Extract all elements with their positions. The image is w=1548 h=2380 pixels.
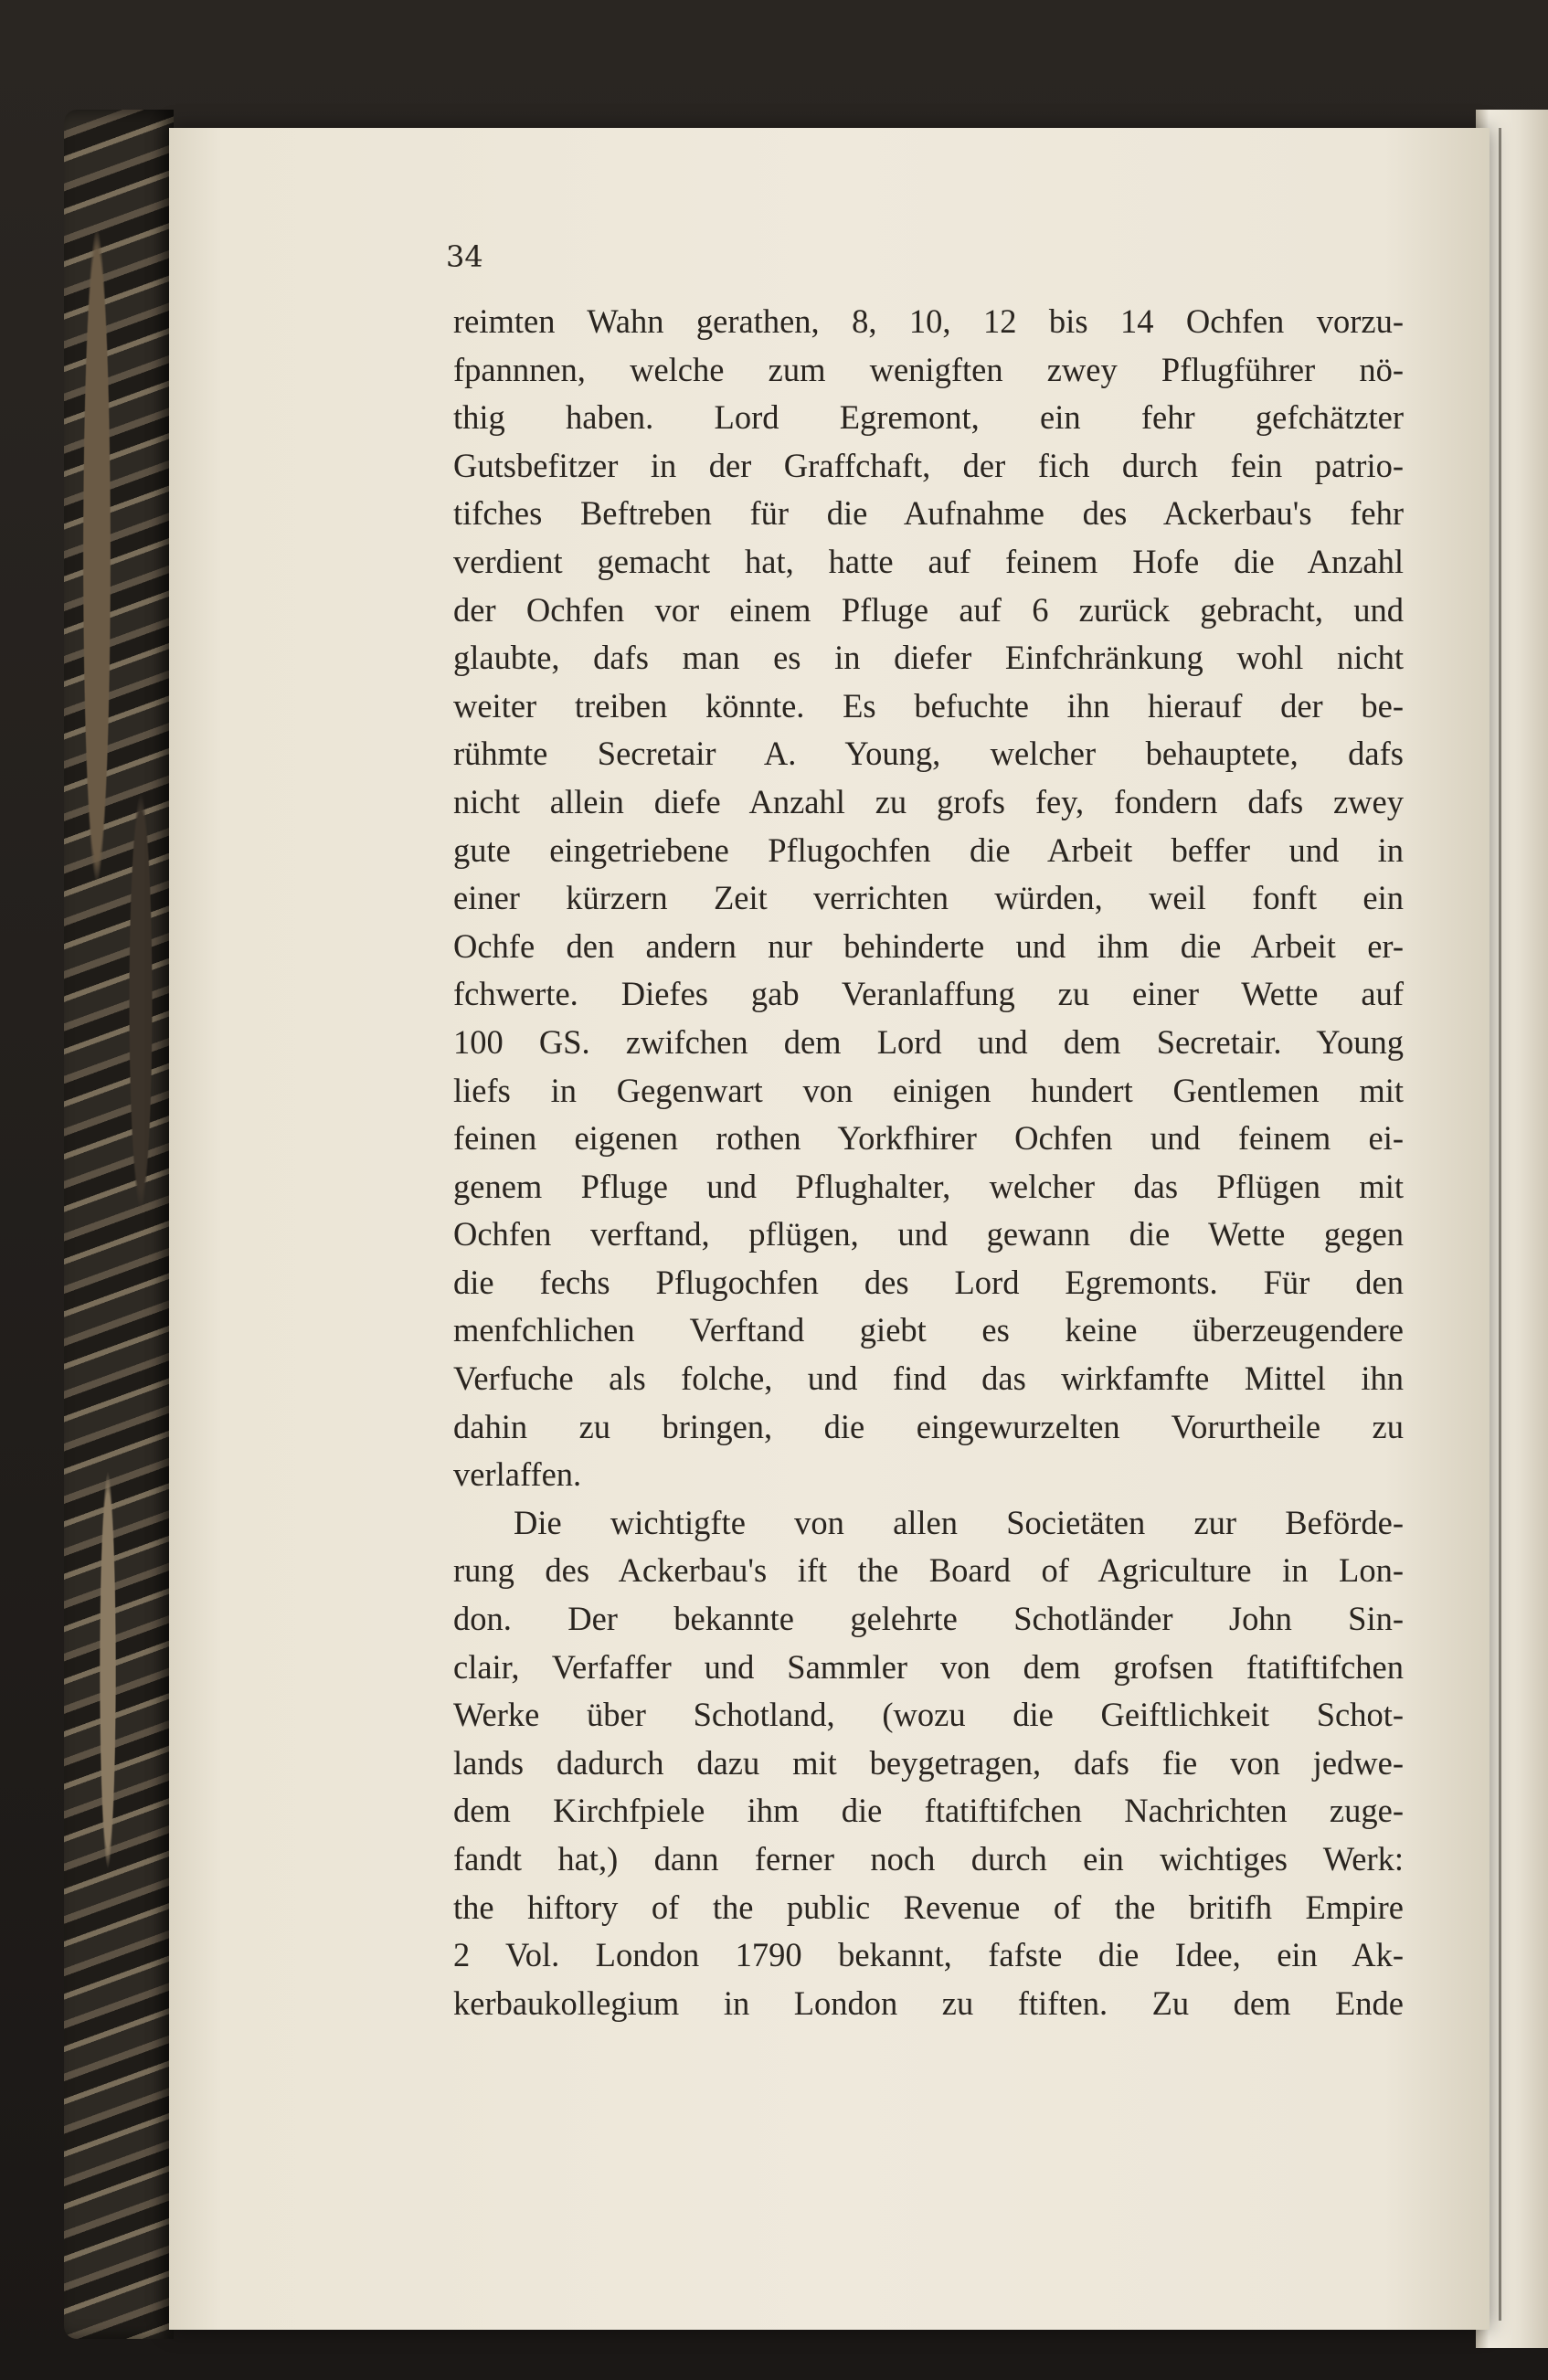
text-line: dahin zu bringen, die eingewurzelten Vorurtheile zu — [453, 1407, 1404, 1445]
text-line: rühmte Secretair A. Young, welcher behauptete, dafs — [453, 735, 1404, 773]
marbled-cover — [64, 110, 174, 2339]
text-line: glaubte, dafs man es in diefer Einfchränkung wohl nicht — [453, 639, 1404, 677]
text-line: thig haben. Lord Egremont, ein fehr gefchätzter — [453, 398, 1404, 437]
page-gutter-line — [1499, 128, 1501, 2321]
text-line: weiter treiben könnte. Es befuchte ihn hierauf der be- — [453, 686, 1404, 725]
text-line: verlaffen. — [453, 1455, 582, 1494]
text-line: don. Der bekannte gelehrte Schotländer John Sin- — [453, 1600, 1404, 1638]
text-line: fpannnen, welche zum wenigften zwey Pflugführer nö- — [453, 350, 1404, 388]
text-line: die fechs Pflugochfen des Lord Egremonts. Für den — [453, 1263, 1404, 1301]
text-line: 100 GS. zwifchen dem Lord und dem Secretair. Young — [453, 1022, 1404, 1061]
text-line: tifches Beftreben für die Aufnahme des Ackerbau's fehr — [453, 494, 1404, 533]
text-line: 2 Vol. London 1790 bekannt, fafste die Idee, ein Ak- — [453, 1936, 1404, 1974]
text-line: feinen eigenen rothen Yorkfhirer Ochfen und feinem ei- — [453, 1119, 1404, 1158]
text-line: einer kürzern Zeit verrichten würden, weil fonft ein — [453, 879, 1404, 917]
text-line: the hiftory of the public Revenue of the britifh Empire — [453, 1888, 1404, 1926]
text-line: Ochfen verftand, pflügen, und gewann die Wette gegen — [453, 1215, 1404, 1253]
text-line: menfchlichen Verftand giebt es keine überzeugendere — [453, 1311, 1404, 1349]
text-line: clair, Verfaffer und Sammler von dem grofsen ftatiftifchen — [453, 1647, 1404, 1686]
text-line: Die wichtigfte von allen Societäten zur Beförde- — [514, 1503, 1404, 1541]
text-line: liefs in Gegenwart von einigen hundert Gentlemen mit — [453, 1071, 1404, 1109]
text-line: fchwerte. Diefes gab Veranlaffung zu einer Wette auf — [453, 975, 1404, 1013]
text-line: verdient gemacht hat, hatte auf feinem Hofe die Anzahl — [453, 542, 1404, 580]
text-line: Werke über Schotland, (wozu die Geiftlichkeit Schot- — [453, 1696, 1404, 1734]
text-line: Gutsbefitzer in der Graffchaft, der fich durch fein patrio- — [453, 446, 1404, 484]
text-line: rung des Ackerbau's ift the Board of Agriculture in Lon- — [453, 1551, 1404, 1590]
body-text — [453, 298, 1404, 2027]
text-line: gute eingetriebene Pflugochfen die Arbeit beffer und in — [453, 830, 1404, 869]
text-line: kerbaukollegium in London zu ftiften. Zu dem Ende — [453, 1983, 1404, 2022]
text-line: genem Pfluge und Pflughalter, welcher das Pflügen mit — [453, 1167, 1404, 1205]
page-number: 34 — [446, 239, 483, 274]
text-line: dem Kirchfpiele ihm die ftatiftifchen Nachrichten zuge- — [453, 1792, 1404, 1830]
text-line: lands dadurch dazu mit beygetragen, dafs fie von jedwe- — [453, 1743, 1404, 1782]
text-line: fandt hat,) dann ferner noch durch ein wichtiges Werk: — [453, 1840, 1404, 1878]
text-line: Verfuche als folche, und find das wirkfamfte Mittel ihn — [453, 1359, 1404, 1398]
text-line: der Ochfen vor einem Pfluge auf 6 zurück gebracht, und — [453, 590, 1404, 629]
text-line: nicht allein diefe Anzahl zu grofs fey, fondern dafs zwey — [453, 782, 1404, 820]
text-line: reimten Wahn gerathen, 8, 10, 12 bis 14 Ochfen vorzu- — [453, 302, 1404, 340]
text-line: Ochfe den andern nur behinderte und ihm die Arbeit er- — [453, 926, 1404, 965]
